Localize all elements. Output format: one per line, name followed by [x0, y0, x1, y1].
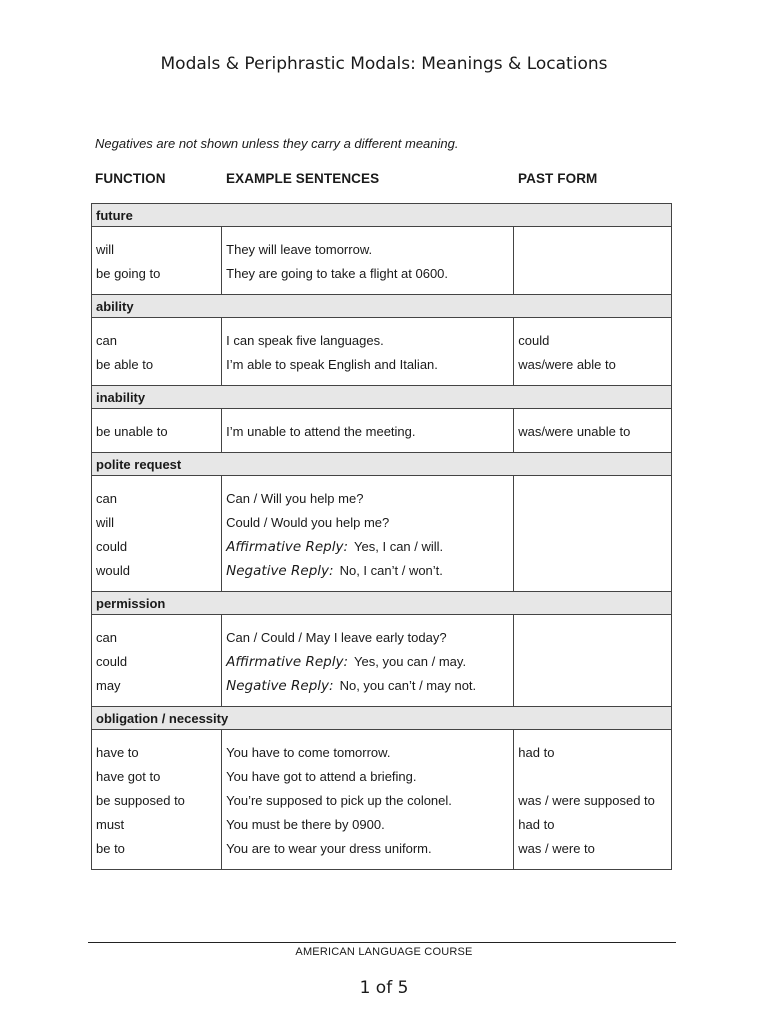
example-line: [226, 420, 509, 444]
section-content-row: [92, 730, 672, 870]
past-form-item: was / were supposed to: [518, 793, 655, 808]
reply-label: Negative Reply:: [226, 563, 334, 579]
section-heading: inability: [92, 386, 672, 409]
example-line: [226, 765, 509, 789]
example-line: [226, 262, 509, 286]
function-item: can: [96, 491, 117, 506]
function-cell: [92, 409, 222, 453]
past-form-cell: [514, 615, 672, 707]
example-line: [226, 511, 509, 535]
reply-label: Affirmative Reply:: [226, 654, 349, 670]
column-header-examples: EXAMPLE SENTENCES: [226, 171, 380, 186]
past-form-item: was / were to: [518, 841, 595, 856]
example-line: [226, 674, 509, 698]
column-header-function: FUNCTION: [95, 171, 166, 186]
example-line: [226, 559, 509, 583]
function-cell: [92, 476, 222, 592]
function-item: be to: [96, 841, 125, 856]
past-form-item: [518, 262, 667, 286]
section-heading-row: [92, 592, 672, 615]
section-heading-row: [92, 295, 672, 318]
example-cell: [222, 318, 514, 386]
function-item: must: [96, 817, 125, 832]
section-heading-row: [92, 707, 672, 730]
function-item: can: [96, 333, 117, 348]
function-item: be going to: [96, 266, 161, 281]
past-form-item: [518, 765, 667, 789]
example-line: [226, 353, 509, 377]
function-item: be supposed to: [96, 793, 185, 808]
past-form-cell: [514, 318, 672, 386]
example-sentence: You’re supposed to pick up the colonel.: [226, 793, 452, 808]
function-item: could: [96, 654, 128, 669]
past-form-cell: [514, 730, 672, 870]
example-line: [226, 535, 509, 559]
example-sentence: Can / Will you help me?: [226, 491, 364, 506]
example-cell: [222, 476, 514, 592]
section-content-row: [92, 227, 672, 295]
section-heading: polite request: [92, 453, 672, 476]
past-form-item: [518, 511, 667, 535]
function-item: will: [96, 515, 115, 530]
page-title: Modals & Periphrastic Modals: Meanings & Locations: [160, 54, 608, 74]
example-line: [226, 238, 509, 262]
example-line: [226, 487, 509, 511]
example-line: [226, 626, 509, 650]
section-heading: obligation / necessity: [92, 707, 672, 730]
section-heading-row: [92, 453, 672, 476]
example-sentence: You are to wear your dress uniform.: [226, 841, 432, 856]
example-line: [226, 650, 509, 674]
past-form-item: could: [518, 333, 550, 348]
past-form-item: was/were able to: [518, 357, 616, 372]
column-headers: [95, 171, 675, 191]
function-item: have to: [96, 745, 139, 760]
example-sentence: You must be there by 0900.: [226, 817, 385, 832]
section-heading-row: [92, 386, 672, 409]
example-line: [226, 813, 509, 837]
example-sentence: You have to come tomorrow.: [226, 745, 391, 760]
example-sentence: Can / Could / May I leave early today?: [226, 630, 447, 645]
footer-divider: [88, 942, 676, 943]
past-form-item: [518, 626, 667, 650]
function-item: can: [96, 630, 117, 645]
past-form-item: [518, 487, 667, 511]
example-sentence: Yes, you can / may.: [354, 654, 467, 669]
section-content-row: [92, 615, 672, 707]
section-heading: permission: [92, 592, 672, 615]
example-sentence: I’m able to speak English and Italian.: [226, 357, 438, 372]
past-form-item: [518, 674, 667, 698]
example-sentence: I’m unable to attend the meeting.: [226, 424, 416, 439]
past-form-cell: [514, 227, 672, 295]
modals-table-body: [92, 204, 672, 870]
section-heading-row: [92, 204, 672, 227]
past-form-cell: [514, 409, 672, 453]
function-cell: [92, 318, 222, 386]
example-sentence: They will leave tomorrow.: [226, 242, 373, 257]
past-form-item: was/were unable to: [518, 424, 631, 439]
example-line: [226, 741, 509, 765]
section-heading: future: [92, 204, 672, 227]
example-sentence: Could / Would you help me?: [226, 515, 390, 530]
past-form-item: [518, 535, 667, 559]
section-heading: ability: [92, 295, 672, 318]
past-form-item: had to: [518, 817, 555, 832]
function-item: have got to: [96, 769, 161, 784]
example-cell: [222, 409, 514, 453]
section-content-row: [92, 409, 672, 453]
past-form-item: had to: [518, 745, 555, 760]
function-item: be able to: [96, 357, 154, 372]
column-header-past-form: PAST FORM: [518, 171, 598, 186]
example-cell: [222, 615, 514, 707]
example-sentence: You have got to attend a briefing.: [226, 769, 417, 784]
function-cell: [92, 615, 222, 707]
example-line: [226, 837, 509, 861]
past-form-item: [518, 559, 667, 583]
example-cell: [222, 730, 514, 870]
function-cell: [92, 227, 222, 295]
modals-table: [91, 203, 672, 870]
function-cell: [92, 730, 222, 870]
function-item: be unable to: [96, 424, 168, 439]
past-form-item: [518, 238, 667, 262]
example-sentence: Yes, I can / will.: [354, 539, 444, 554]
reply-label: Affirmative Reply:: [226, 539, 349, 555]
function-item: would: [96, 563, 130, 578]
past-form-item: [518, 650, 667, 674]
function-item: will: [96, 242, 115, 257]
intro-note: Negatives are not shown unless they carry a different meaning.: [95, 136, 459, 151]
example-sentence: They are going to take a flight at 0600.: [226, 266, 449, 281]
past-form-cell: [514, 476, 672, 592]
section-content-row: [92, 318, 672, 386]
reply-label: Negative Reply:: [226, 678, 334, 694]
example-cell: [222, 227, 514, 295]
page-number: 1 of 5: [359, 978, 409, 998]
example-sentence: No, I can’t / won’t.: [339, 563, 443, 578]
example-line: [226, 329, 509, 353]
function-item: could: [96, 539, 128, 554]
example-sentence: I can speak five languages.: [226, 333, 384, 348]
example-line: [226, 789, 509, 813]
footer-course-name: AMERICAN LANGUAGE COURSE: [295, 946, 473, 958]
section-content-row: [92, 476, 672, 592]
function-item: may: [96, 678, 121, 693]
example-sentence: No, you can’t / may not.: [339, 678, 477, 693]
